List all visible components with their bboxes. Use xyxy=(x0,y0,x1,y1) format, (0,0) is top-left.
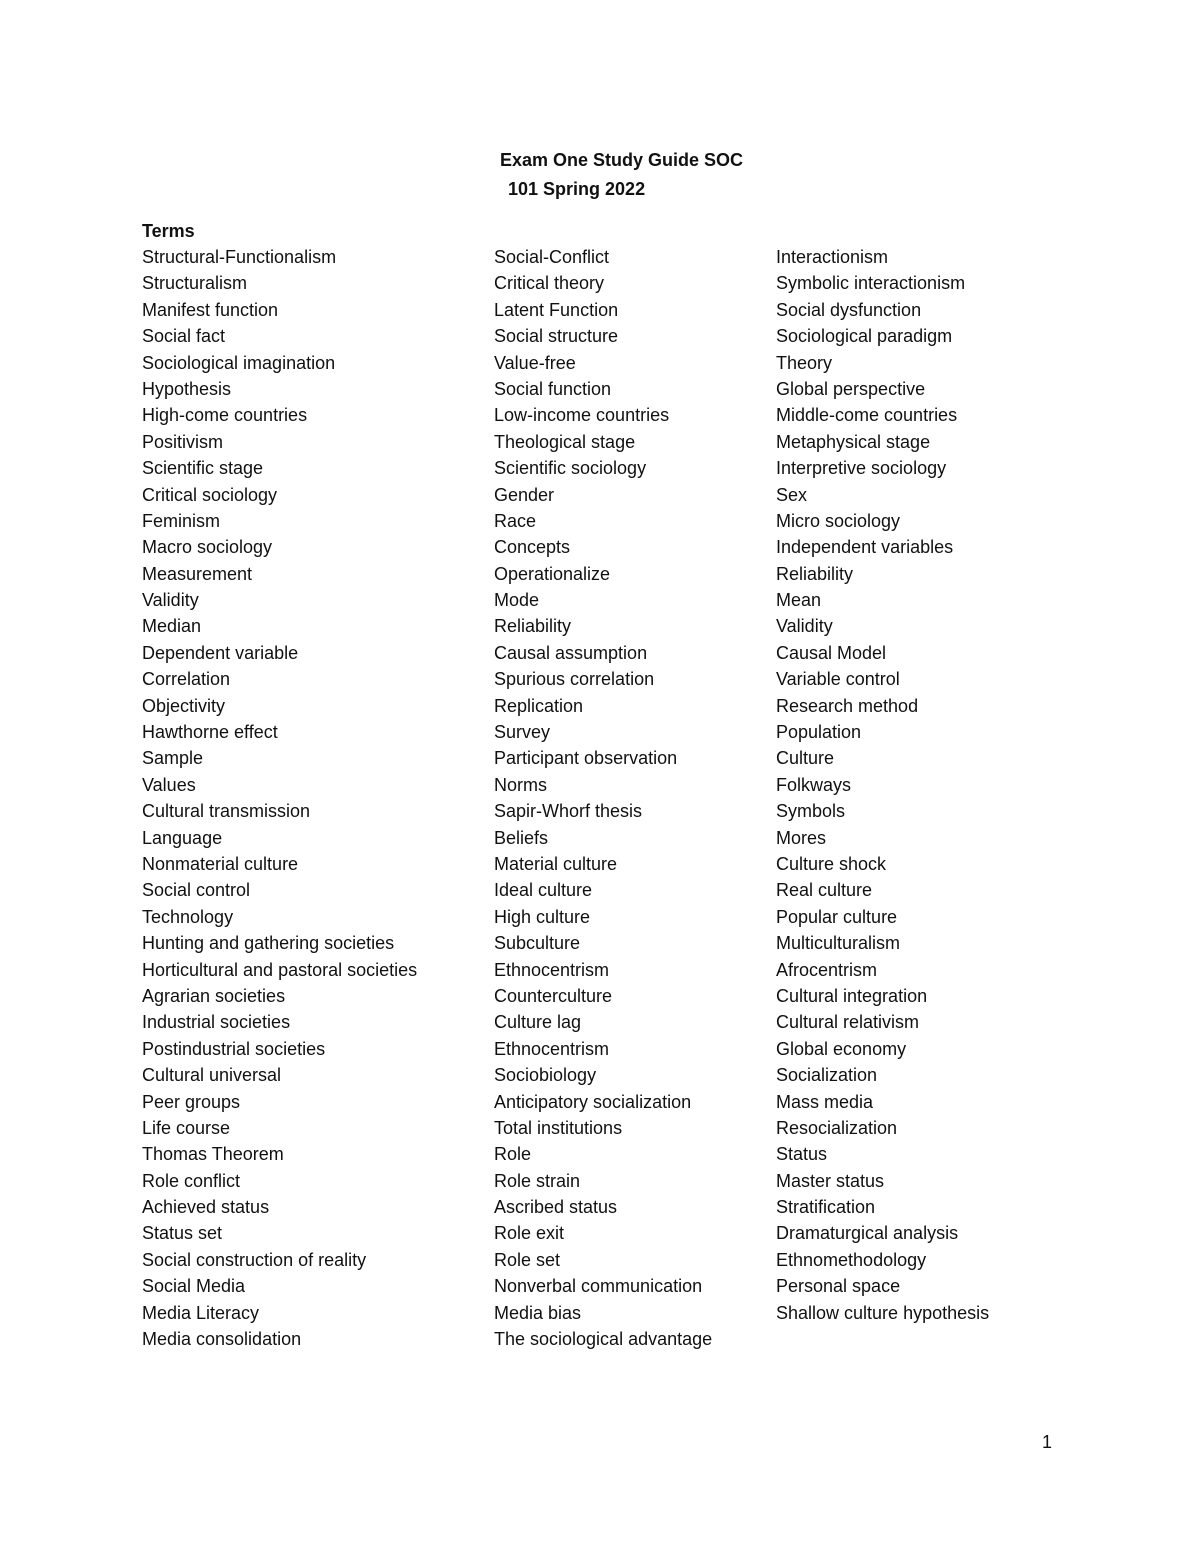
term-item: Interactionism xyxy=(776,247,889,267)
term-item: Socialization xyxy=(776,1065,878,1086)
term-item: Role xyxy=(494,1144,532,1165)
term-item: Global economy xyxy=(776,1038,907,1059)
term-item: Interpretive sociology xyxy=(776,458,947,479)
term-item: Personal space xyxy=(776,1276,901,1297)
term-item: Ethnocentrism xyxy=(494,959,610,980)
term-item: Counterculture xyxy=(494,985,613,1006)
term-item xyxy=(776,1326,1042,1352)
term-item: Micro sociology xyxy=(776,510,901,531)
term-item: Afrocentrism xyxy=(776,959,878,980)
term-item: Anticipatory socialization xyxy=(494,1091,692,1112)
term-item: Value-free xyxy=(494,352,576,373)
term-item: Dramaturgical analysis xyxy=(776,1223,959,1244)
term-item: Role exit xyxy=(494,1223,565,1244)
term-item: Research method xyxy=(776,695,919,716)
term-item: Folkways xyxy=(776,774,852,795)
term-item: Social Media xyxy=(142,1276,246,1297)
term-item: Technology xyxy=(142,906,234,927)
term-item: Cultural integration xyxy=(776,985,928,1006)
term-item: Mores xyxy=(776,827,827,848)
term-item: Media Literacy xyxy=(142,1302,260,1323)
term-item: Cultural universal xyxy=(142,1065,282,1086)
term-item: Popular culture xyxy=(776,906,898,927)
term-item: Resocialization xyxy=(776,1117,898,1138)
term-item: Role strain xyxy=(494,1170,581,1191)
term-item: High-come countries xyxy=(142,405,308,426)
term-item: Nonverbal communication xyxy=(494,1276,703,1297)
term-item: Manifest function xyxy=(142,299,279,320)
term-item: Scientific stage xyxy=(142,458,264,479)
term-item: Horticultural and pastoral societies xyxy=(142,959,418,980)
term-item: Reliability xyxy=(776,563,854,584)
term-item: Validity xyxy=(142,590,199,611)
term-item: Critical sociology xyxy=(142,484,278,505)
term-item: Ethnocentrism xyxy=(494,1038,610,1059)
term-item: Theory xyxy=(776,352,833,373)
term-item: Causal assumption xyxy=(494,642,648,663)
term-item: Sociological imagination xyxy=(142,352,336,373)
term-item: Social structure xyxy=(494,326,619,347)
term-item: Hawthorne effect xyxy=(142,722,278,743)
term-item: Social-Conflict xyxy=(494,247,610,267)
term-item: Shallow culture hypothesis xyxy=(776,1302,990,1323)
term-item: Participant observation xyxy=(494,748,678,769)
term-item: Replication xyxy=(494,695,584,716)
term-item: Dependent variable xyxy=(142,642,299,663)
term-item: Cultural relativism xyxy=(776,1012,920,1033)
term-item: The sociological advantage xyxy=(494,1329,713,1350)
term-item: Population xyxy=(776,722,862,743)
term-item: Master status xyxy=(776,1170,885,1191)
term-item: Role conflict xyxy=(142,1170,241,1191)
term-item: Metaphysical stage xyxy=(776,431,931,452)
term-item: Social function xyxy=(494,378,612,399)
term-item: Total institutions xyxy=(494,1117,623,1138)
term-item: Gender xyxy=(494,484,555,505)
page-number: 1 xyxy=(1042,1432,1053,1452)
term-item: Ideal culture xyxy=(494,880,593,901)
term-item: Social fact xyxy=(142,326,226,347)
term-item: Theological stage xyxy=(494,431,636,452)
term-item: Multiculturalism xyxy=(776,933,901,954)
term-item: Mode xyxy=(494,590,540,611)
term-item: Correlation xyxy=(142,669,231,690)
term-item: Reliability xyxy=(494,616,572,637)
term-item: Mass media xyxy=(776,1091,874,1112)
term-item: Culture lag xyxy=(494,1012,582,1033)
term-item: Stratification xyxy=(776,1197,876,1218)
term-item: Norms xyxy=(494,774,547,795)
term-item: Sociobiology xyxy=(494,1065,597,1086)
term-item: Postindustrial societies xyxy=(142,1038,326,1059)
term-item: Mean xyxy=(776,590,822,611)
term-item: Sapir-Whorf thesis xyxy=(494,801,643,822)
term-item: Symbolic interactionism xyxy=(776,273,966,294)
term-item: Media consolidation xyxy=(142,1329,302,1350)
term-item: Structuralism xyxy=(142,273,248,294)
term-item: Status set xyxy=(142,1223,223,1244)
term-item: Macro sociology xyxy=(142,537,273,558)
term-item: Social control xyxy=(142,880,251,901)
terms-grid xyxy=(142,244,1042,1352)
term-item: Values xyxy=(142,774,196,795)
term-item: Achieved status xyxy=(142,1197,270,1218)
term-item: Hypothesis xyxy=(142,378,232,399)
term-item: Nonmaterial culture xyxy=(142,853,299,874)
term-item: Role set xyxy=(494,1249,561,1270)
term-item: Middle-come countries xyxy=(776,405,958,426)
terms-heading: Terms xyxy=(142,221,195,241)
term-item: Status xyxy=(776,1144,828,1165)
term-item: Independent variables xyxy=(776,537,954,558)
term-item: Material culture xyxy=(494,853,618,874)
term-item: Industrial societies xyxy=(142,1012,291,1033)
term-item: Symbols xyxy=(776,801,846,822)
term-item: Social construction of reality xyxy=(142,1249,367,1270)
term-item: Ascribed status xyxy=(494,1197,618,1218)
term-item: Agrarian societies xyxy=(142,985,286,1006)
term-item: Low-income countries xyxy=(494,405,670,426)
term-item: Race xyxy=(494,510,537,531)
term-item: Median xyxy=(142,616,202,637)
term-item: Culture shock xyxy=(776,853,887,874)
term-item: Sex xyxy=(776,484,808,505)
document-title-line2: 101 Spring 2022 xyxy=(508,179,646,199)
term-item: Latent Function xyxy=(494,299,619,320)
term-item: Cultural transmission xyxy=(142,801,311,822)
term-item: Peer groups xyxy=(142,1091,241,1112)
term-item: Sample xyxy=(142,748,204,769)
document-title-line1: Exam One Study Guide SOC xyxy=(500,150,744,170)
term-item: Causal Model xyxy=(776,642,887,663)
term-item: Critical theory xyxy=(494,273,605,294)
term-item: Validity xyxy=(776,616,833,637)
term-item: Thomas Theorem xyxy=(142,1144,284,1165)
term-item: Beliefs xyxy=(494,827,549,848)
term-item: Survey xyxy=(494,722,551,743)
term-item: Social dysfunction xyxy=(776,299,922,320)
term-item: Hunting and gathering societies xyxy=(142,933,395,954)
term-item: Sociological paradigm xyxy=(776,326,953,347)
term-item: Scientific sociology xyxy=(494,458,647,479)
term-item: Life course xyxy=(142,1117,231,1138)
term-item: Measurement xyxy=(142,563,253,584)
term-item: Structural-Functionalism xyxy=(142,247,337,267)
term-item: Subculture xyxy=(494,933,581,954)
term-item: Objectivity xyxy=(142,695,226,716)
term-item: Real culture xyxy=(776,880,873,901)
term-item: Ethnomethodology xyxy=(776,1249,927,1270)
term-item: Variable control xyxy=(776,669,900,690)
term-item: Media bias xyxy=(494,1302,582,1323)
term-item: Operationalize xyxy=(494,563,611,584)
term-item: Positivism xyxy=(142,431,224,452)
term-item: Global perspective xyxy=(776,378,926,399)
term-item: Language xyxy=(142,827,223,848)
term-item: Feminism xyxy=(142,510,221,531)
term-item: Concepts xyxy=(494,537,571,558)
term-item: Culture xyxy=(776,748,835,769)
term-item: High culture xyxy=(494,906,591,927)
term-item: Spurious correlation xyxy=(494,669,655,690)
